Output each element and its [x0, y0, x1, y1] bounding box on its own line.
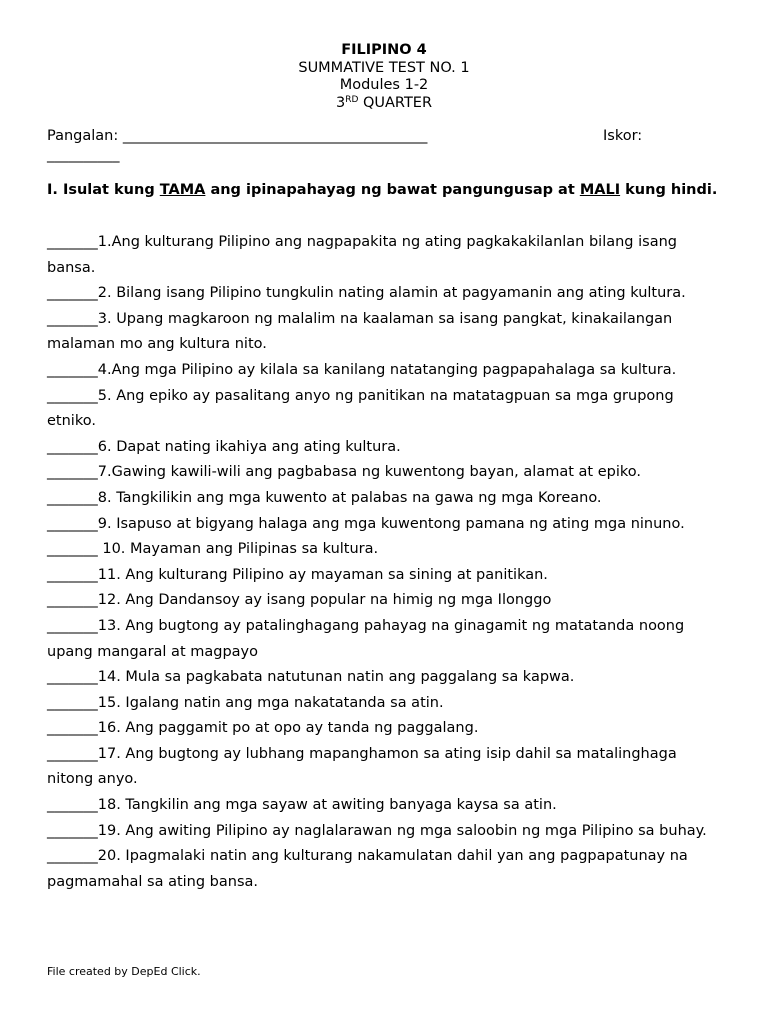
question-item-19: _______19. Ang awiting Pilipino ay naglalarawan ng mga saloobin ng mga Pilipino sa buhay. — [47, 822, 707, 839]
modules-label: Modules 1-2 — [339, 77, 429, 93]
question-item-14: _______14. Mula sa pagkabata natutunan natin ang paggalang sa kapwa. — [47, 669, 575, 686]
instruction-part-2: ang ipinapahayag ng bawat pangungusap at — [205, 182, 580, 198]
footer-credit: File created by DepEd Click. — [47, 965, 201, 978]
quarter-ordinal-suffix: RD — [345, 94, 359, 105]
question-item-18: _______18. Tangkilin ang mga sayaw at awiting banyaga kaysa sa atin. — [47, 797, 557, 814]
test-header — [0, 42, 768, 112]
question-item-2: _______2. Bilang isang Pilipino tungkulin nating alamin at pagyamanin ang ating kultura. — [47, 285, 686, 302]
question-item-9: _______9. Isapuso at bigyang halaga ang mga kuwentong pamana ng ating mga ninuno. — [47, 515, 685, 532]
instruction-mali: MALI — [579, 182, 621, 198]
instruction-tama: TAMA — [159, 182, 206, 198]
quarter-word: QUARTER — [358, 94, 433, 111]
instruction-part-3: kung hindi. — [620, 182, 718, 198]
name-field-row — [47, 127, 427, 146]
question-list — [47, 230, 727, 895]
question-item-10: _______ 10. Mayaman ang Pilipinas sa kultura. — [47, 541, 379, 558]
name-label: Pangalan: — [47, 128, 119, 144]
instruction-part-1: I. Isulat kung — [47, 182, 160, 198]
question-item-15: _______15. Igalang natin ang mga nakatatanda sa atin. — [47, 694, 444, 711]
score-blank-line: __________ — [47, 147, 120, 163]
question-item-5: _______5. Ang epiko ay pasalitang anyo ng panitikan na matatagpuan sa mga grupong etniko. — [47, 387, 674, 430]
question-item-6: _______6. Dapat nating ikahiya ang ating kultura. — [47, 438, 401, 455]
score-label: Iskor: — [603, 128, 643, 144]
subject-title: FILIPINO 4 — [341, 42, 427, 58]
question-item-7: _______7.Gawing kawili-wili ang pagbabasa ng kuwentong bayan, alamat at epiko. — [47, 464, 641, 481]
quarter-number: 3 — [335, 94, 346, 111]
name-blank-line: __________________________________________ — [122, 128, 428, 144]
quarter-label — [0, 95, 768, 113]
question-item-20: _______20. Ipagmalaki natin ang kulturang nakamulatan dahil yan ang pagpapatunay na pagmamahal sa ating bansa. — [47, 848, 688, 890]
question-item-4: _______4.Ang mga Pilipino ay kilala sa kanilang natatanging pagpapahalaga sa kultura. — [47, 361, 677, 378]
question-item-17: _______17. Ang bugtong ay lubhang mapanghamon sa ating isip dahil sa matalinghaga nitong anyo. — [47, 745, 677, 788]
question-item-8: _______8. Tangkilikin ang mga kuwento at palabas na gawa ng mga Koreano. — [47, 489, 602, 506]
question-item-11: _______11. Ang kulturang Pilipino ay mayaman sa sining at panitikan. — [47, 566, 548, 583]
question-item-3: _______3. Upang magkaroon ng malalim na kaalaman sa isang pangkat, kinakailangan malaman mo ang kultura nito. — [47, 310, 673, 353]
section-instruction — [47, 182, 727, 199]
question-item-13: _______13. Ang bugtong ay patalinghagang pahayag na ginagamit ng matatanda noong upang mangaral at magpayo — [47, 617, 685, 660]
question-item-16: _______16. Ang paggamit po at opo ay tanda ng paggalang. — [47, 720, 479, 737]
question-item-12: _______12. Ang Dandansoy ay isang popular na himig ng mga Ilonggo — [47, 592, 552, 609]
question-item-1: _______1.Ang kulturang Pilipino ang nagpapakita ng ating pagkakakilanlan bilang isang bansa. — [47, 234, 677, 276]
test-subtitle: SUMMATIVE TEST NO. 1 — [298, 59, 470, 76]
